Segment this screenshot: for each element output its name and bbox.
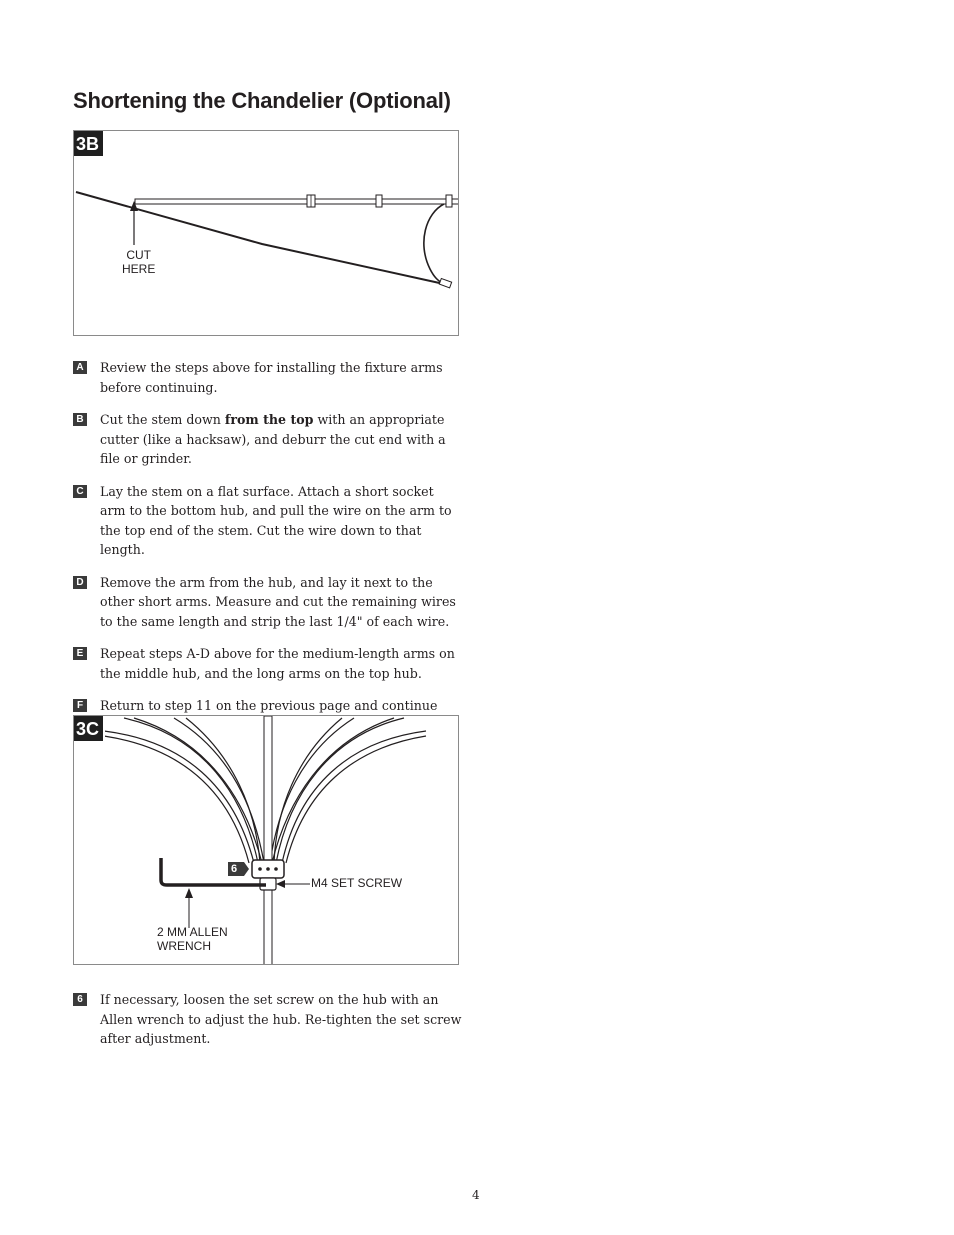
set-screw-label: M4 SET SCREW <box>311 876 403 890</box>
figure-tag-3b: 3B <box>74 131 105 158</box>
step-badge: 6 <box>73 993 87 1006</box>
step-badge: E <box>73 647 87 660</box>
figure-3b <box>73 130 459 336</box>
callout-badge-6: 6 <box>231 863 238 875</box>
figure-3c <box>73 715 459 965</box>
step-c: C Lay the stem on a flat surface. Attach a short socket arm to the bottom hub, and pull the wire on the arm to the top end of the stem. Cut the wire down to that length. <box>73 482 463 560</box>
step-f: F Return to step 11 on the previous page and continue <box>73 696 463 735</box>
figure-tag-3c: 3C <box>74 716 105 743</box>
cut-here-label: CUT HERE <box>122 248 156 276</box>
step-a: A Review the steps above for installing the fixture arms before continuing. <box>73 358 463 397</box>
step-6: 6 If necessary, loosen the set screw on the hub with an Allen wrench to adjust the hub. Re-tighten the set screw after adjustment. <box>73 990 463 1049</box>
step-badge: F <box>73 699 87 712</box>
step-badge: B <box>73 413 87 426</box>
step-badge: A <box>73 361 87 374</box>
step-badge: D <box>73 576 87 589</box>
page-number: 4 <box>472 1188 480 1202</box>
instruction-steps <box>73 358 463 735</box>
step-6-list <box>73 990 463 1049</box>
step-b: B Cut the stem down from the top with an appropriate cutter (like a hacksaw), and deburr the cut end with a file or grinder. <box>73 410 463 469</box>
stem-cut-diagram <box>74 131 459 336</box>
hub-set-screw-diagram <box>74 716 459 965</box>
page-title: Shortening the Chandelier (Optional) <box>73 88 451 113</box>
allen-wrench-label: 2 MM ALLEN WRENCH <box>157 925 228 953</box>
step-e: E Repeat steps A-D above for the medium-length arms on the middle hub, and the long arms on the top hub. <box>73 644 463 683</box>
step-badge: C <box>73 485 87 498</box>
step-d: D Remove the arm from the hub, and lay it next to the other short arms. Measure and cut the remaining wires to the same length and strip the last 1/4" of each wire. <box>73 573 463 632</box>
